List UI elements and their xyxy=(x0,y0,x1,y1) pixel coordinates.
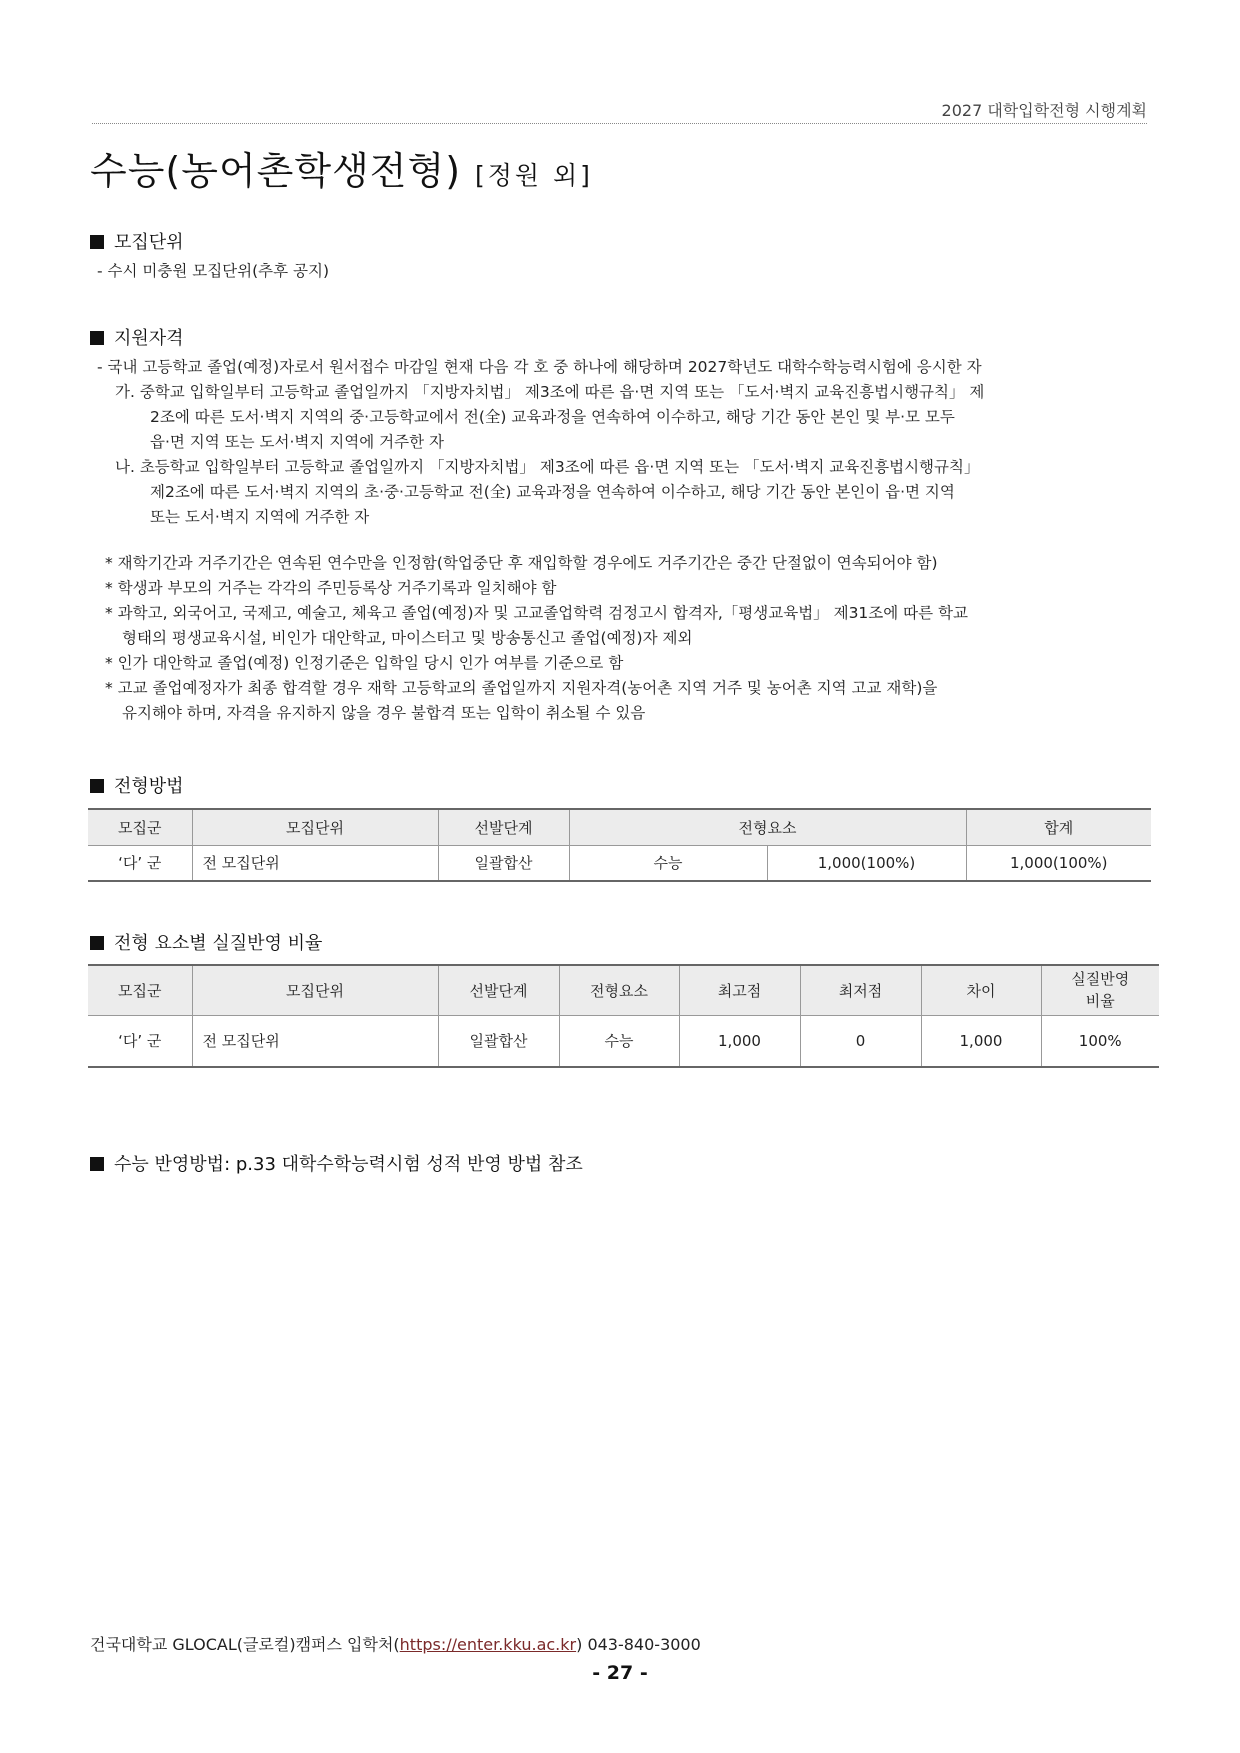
table-cell: 일괄합산 xyxy=(438,845,569,881)
table-header: 합계 xyxy=(966,809,1151,845)
page-title xyxy=(90,140,593,195)
table-header: 최저점 xyxy=(800,965,921,1015)
eligibility-line: 나. 초등학교 입학일부터 고등학교 졸업일까지 「지방자치법」 제3조에 따른 읍·면 지역 또는 「도서·벽지 교육진흥법시행규칙」 xyxy=(115,458,980,476)
footer-contact-suffix: ) 043-840-3000 xyxy=(576,1635,701,1654)
eligibility-line: 또는 도서·벽지 지역에 거주한 자 xyxy=(150,508,370,526)
table-header: 모집단위 xyxy=(192,809,438,845)
eligibility-line: 제2조에 따른 도서·벽지 지역의 초·중·고등학교 전(全) 교육과정을 연속하여 이수하고, 해당 기간 동안 본인이 읍·면 지역 xyxy=(150,483,955,501)
footer-contact-prefix: 건국대학교 GLOCAL(글로컬)캠퍼스 입학처( xyxy=(90,1635,400,1654)
table-header: 차이 xyxy=(921,965,1041,1015)
table-header: 모집군 xyxy=(88,809,192,845)
table-header: 전형요소 xyxy=(569,809,966,845)
table-cell: 1,000 xyxy=(921,1015,1041,1067)
table-cell: ‘다’ 군 xyxy=(88,1015,192,1067)
table-header-row xyxy=(88,809,1151,845)
table-header: 선발단계 xyxy=(438,965,559,1015)
section-heading-eligibility-label: 지원자격 xyxy=(114,328,184,349)
table-cell: 전 모집단위 xyxy=(192,1015,438,1067)
table-header: 모집군 xyxy=(88,965,192,1015)
section-heading-units xyxy=(90,228,184,254)
footer-contact xyxy=(90,1632,701,1655)
table-row xyxy=(88,845,1151,881)
ratio-table xyxy=(88,964,1159,1068)
table-header: 모집단위 xyxy=(192,965,438,1015)
eligibility-line: 읍·면 지역 또는 도서·벽지 지역에 거주한 자 xyxy=(150,433,444,451)
eligibility-note: * 학생과 부모의 거주는 각각의 주민등록상 거주기록과 일치해야 함 xyxy=(105,579,557,597)
section-heading-ratio xyxy=(90,929,322,955)
table-cell: ‘다’ 군 xyxy=(88,845,192,881)
section-heading-csat xyxy=(90,1150,583,1176)
table-header: 전형요소 xyxy=(559,965,679,1015)
admissions-link[interactable]: https://enter.kku.ac.kr xyxy=(399,1635,577,1654)
table-cell: 전 모집단위 xyxy=(192,845,438,881)
square-bullet-icon xyxy=(90,779,104,793)
table-cell: 일괄합산 xyxy=(438,1015,559,1067)
section-heading-method xyxy=(90,772,184,798)
csat-reference: : p.33 대학수학능력시험 성적 반영 방법 참조 xyxy=(224,1154,583,1175)
table-header-line: 실질반영 xyxy=(1071,970,1130,989)
square-bullet-icon xyxy=(90,1157,104,1171)
units-line: - 수시 미충원 모집단위(추후 공지) xyxy=(97,262,330,280)
table-cell: 0 xyxy=(800,1015,921,1067)
table-row xyxy=(88,1015,1159,1067)
page-title-main: 수능(농어촌학생전형) xyxy=(90,149,462,193)
eligibility-note: * 과학고, 외국어고, 국제고, 예술고, 체육고 졸업(예정)자 및 고교졸업학력 검정고시 합격자,「평생교육법」 제31조에 따른 학교 xyxy=(105,604,968,622)
table-cell: 수능 xyxy=(559,1015,679,1067)
eligibility-note: 형태의 평생교육시설, 비인가 대안학교, 마이스터고 및 방송통신고 졸업(예정)자 제외 xyxy=(122,629,693,647)
square-bullet-icon xyxy=(90,936,104,950)
eligibility-line: - 국내 고등학교 졸업(예정)자로서 원서접수 마감일 현재 다음 각 호 중 하나에 해당하며 2027학년도 대학수학능력시험에 응시한 자 xyxy=(97,358,982,376)
table-header: 선발단계 xyxy=(438,809,569,845)
eligibility-note: * 재학기간과 거주기간은 연속된 연수만을 인정함(학업중단 후 재입학할 경우에도 거주기간은 중간 단절없이 연속되어야 함) xyxy=(105,554,938,572)
table-cell: 1,000(100%) xyxy=(767,845,966,881)
table-header-line: 비율 xyxy=(1085,992,1115,1011)
table-header-row xyxy=(88,965,1159,1015)
eligibility-note: 유지해야 하며, 자격을 유지하지 않을 경우 불합격 또는 입학이 취소될 수 있음 xyxy=(122,704,646,722)
table-cell: 1,000(100%) xyxy=(966,845,1151,881)
eligibility-note: * 인가 대안학교 졸업(예정) 인정기준은 입학일 당시 인가 여부를 기준으로 함 xyxy=(105,654,624,672)
section-heading-ratio-label: 전형 요소별 실질반영 비율 xyxy=(114,933,323,954)
square-bullet-icon xyxy=(90,331,104,345)
section-heading-eligibility xyxy=(90,324,184,350)
eligibility-note: * 고교 졸업예정자가 최종 합격할 경우 재학 고등학교의 졸업일까지 지원자격(농어촌 지역 거주 및 농어촌 지역 고교 재학)을 xyxy=(105,679,938,697)
running-header: 2027 대학입학전형 시행계획 xyxy=(941,101,1147,120)
section-heading-csat-label: 수능 반영방법 xyxy=(114,1154,225,1175)
section-heading-method-label: 전형방법 xyxy=(114,776,184,797)
table-cell: 100% xyxy=(1041,1015,1159,1067)
table-cell: 수능 xyxy=(569,845,767,881)
header-divider xyxy=(92,123,1147,124)
method-table xyxy=(88,808,1151,882)
section-heading-units-label: 모집단위 xyxy=(114,232,184,253)
table-header xyxy=(1041,965,1159,1015)
table-header: 최고점 xyxy=(679,965,800,1015)
table-cell: 1,000 xyxy=(679,1015,800,1067)
eligibility-line: 가. 중학교 입학일부터 고등학교 졸업일까지 「지방자치법」 제3조에 따른 읍·면 지역 또는 「도서·벽지 교육진흥법시행규칙」 제 xyxy=(115,383,985,401)
page-title-sub: [정원 외] xyxy=(475,161,593,190)
page-number: - 27 - xyxy=(592,1662,648,1684)
eligibility-line: 2조에 따른 도서·벽지 지역의 중·고등학교에서 전(全) 교육과정을 연속하여 이수하고, 해당 기간 동안 본인 및 부·모 모두 xyxy=(150,408,955,426)
square-bullet-icon xyxy=(90,235,104,249)
